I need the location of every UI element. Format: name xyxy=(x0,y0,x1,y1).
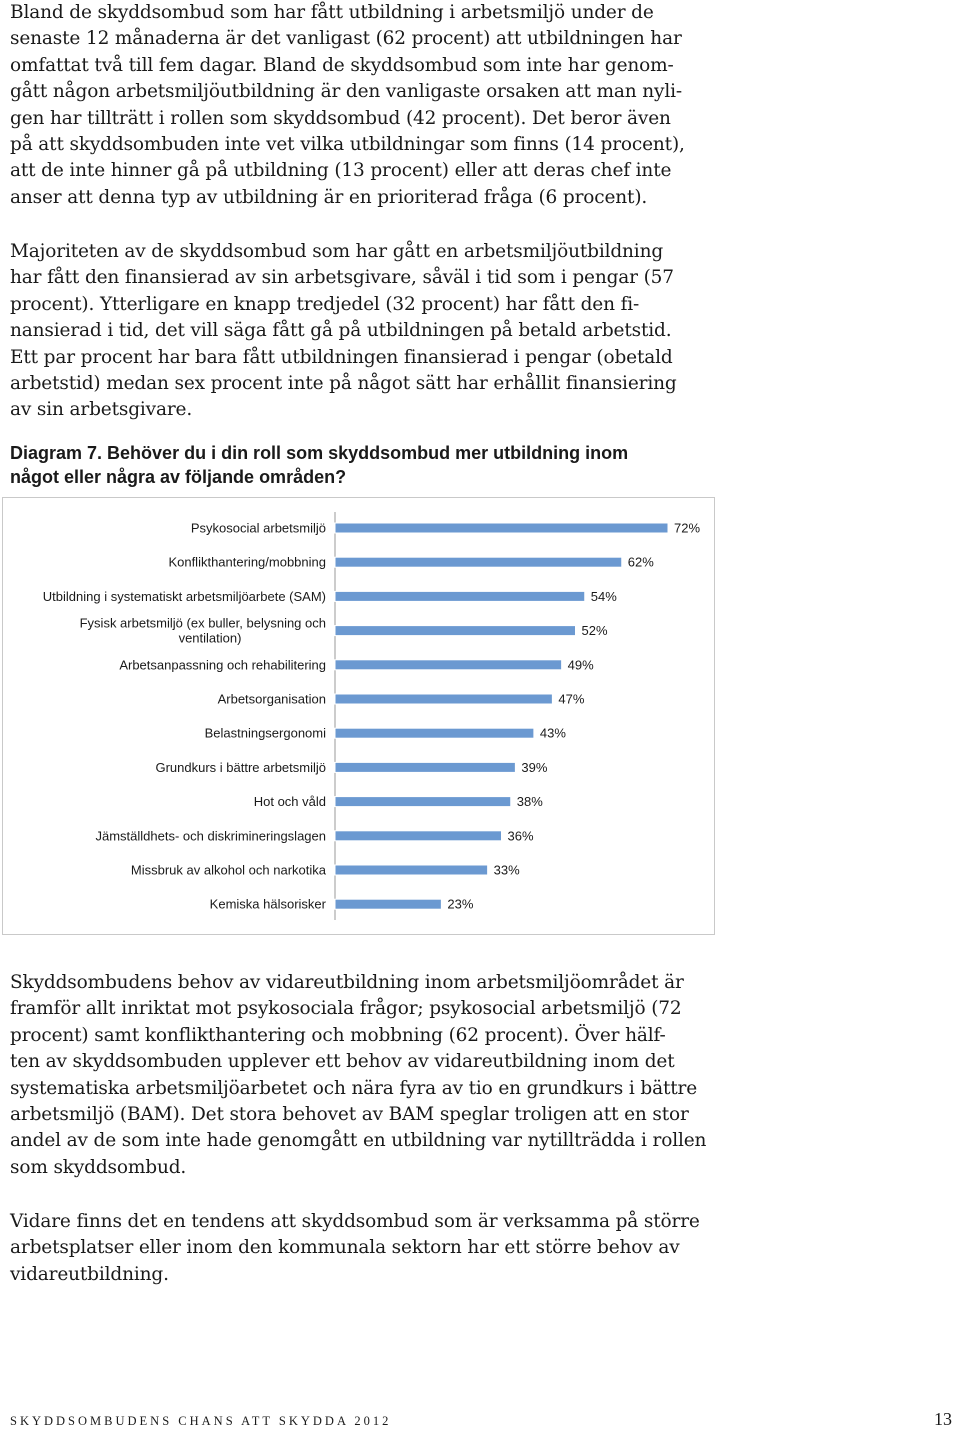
paragraph-financing xyxy=(10,239,730,424)
text-line: vidareutbildning. xyxy=(10,1263,169,1285)
data-label-4: 49% xyxy=(567,657,594,673)
category-label-0: Psykosocial arbetsmiljö xyxy=(190,520,326,536)
text-line: gått någon arbetsmiljöutbildning är den vanligaste orsaken att man nyli- xyxy=(10,81,682,103)
text-line: procent). Ytterligare en knapp tredjedel (32 procent) har fått den fi- xyxy=(10,293,640,315)
bar-3 xyxy=(335,626,576,636)
category-label-4: Arbetsanpassning och rehabilitering xyxy=(119,657,326,673)
bar-4 xyxy=(335,660,562,670)
caption-text-2: något eller några av följande områden? xyxy=(10,467,347,487)
page-number: 13 xyxy=(934,1409,952,1429)
bar-11 xyxy=(335,899,441,909)
paragraph-training-needs xyxy=(10,970,730,1181)
data-label-5: 47% xyxy=(558,691,585,707)
caption-line-1 xyxy=(10,441,710,465)
text-line: Bland de skyddsombud som har fått utbildning i arbetsmiljö under de xyxy=(10,2,654,23)
category-label-11: Kemiska hälsorisker xyxy=(209,896,326,912)
paragraph-training-reasons xyxy=(10,0,730,211)
bar-8 xyxy=(335,797,511,807)
bar-2 xyxy=(335,591,585,601)
category-label-7: Grundkurs i bättre arbetsmiljö xyxy=(155,759,326,775)
data-label-0: 72% xyxy=(674,520,701,536)
category-label-5: Arbetsorganisation xyxy=(217,691,326,707)
bar-7 xyxy=(335,762,515,772)
data-label-10: 33% xyxy=(493,862,520,878)
text-line: procent) samt konflikthantering och mobbning (62 procent). Över hälf- xyxy=(10,1024,666,1046)
data-label-11: 23% xyxy=(447,896,474,912)
data-label-2: 54% xyxy=(590,588,617,604)
text-line: senaste 12 månaderna är det vanligast (62 procent) att utbildningen har xyxy=(10,28,682,50)
text-line: att de inte hinner gå på utbildning (13 procent) eller att deras chef inte xyxy=(10,160,672,182)
text-line: Skyddsombudens behov av vidareutbildning inom arbetsmiljöområdet är xyxy=(10,972,684,993)
text-line: arbetsplatser eller inom den kommunala sektorn har ett större behov av xyxy=(10,1237,680,1259)
data-label-7: 39% xyxy=(521,759,548,775)
category-label-2: Utbildning i systematiskt arbetsmiljöarbete (SAM) xyxy=(42,588,326,604)
bar-1 xyxy=(335,557,622,567)
paragraph-tendency xyxy=(10,1209,730,1288)
category-label-10: Missbruk av alkohol och narkotika xyxy=(130,862,326,878)
data-label-8: 38% xyxy=(516,794,543,810)
diagram-caption xyxy=(10,441,710,489)
chart-svg xyxy=(3,498,714,934)
data-label-6: 43% xyxy=(539,725,566,741)
text-line: nansierad i tid, det vill säga fått gå på utbildningen på betald arbetstid. xyxy=(10,320,672,342)
bar-0 xyxy=(335,523,668,533)
category-label-3-line-1: ventilation) xyxy=(178,630,242,646)
text-line: anser att denna typ av utbildning är en prioriterad fråga (6 procent). xyxy=(10,186,648,208)
text-line: arbetsmiljö (BAM). Det stora behovet av BAM speglar troligen att en stor xyxy=(10,1104,689,1126)
text-line: andel av de som inte hade genomgått en utbildning var nytillträdda i rollen xyxy=(10,1130,707,1152)
text-line: Majoriteten av de skyddsombud som har gått en arbetsmiljöutbildning xyxy=(10,241,664,262)
category-label-3-line-0: Fysisk arbetsmiljö (ex buller, belysning och xyxy=(79,615,326,631)
text-line: Vidare finns det en tendens att skyddsombud som är verksamma på större xyxy=(10,1211,700,1232)
bar-10 xyxy=(335,865,488,875)
data-label-1: 62% xyxy=(627,554,654,570)
text-line: framför allt inriktat mot psykosociala frågor; psykosocial arbetsmiljö (72 xyxy=(10,998,682,1020)
text-line: på att skyddsombuden inte vet vilka utbildningar som finns (14 procent), xyxy=(10,134,685,156)
category-label-8: Hot och våld xyxy=(253,794,326,810)
bar-5 xyxy=(335,694,552,704)
data-label-3: 52% xyxy=(581,623,608,639)
text-line: omfattat två till fem dagar. Bland de skyddsombud som inte har genom- xyxy=(10,54,674,76)
category-label-1: Konflikthantering/mobbning xyxy=(168,554,326,570)
text-line: har fått den finansierad av sin arbetsgivare, såväl i tid som i pengar (57 xyxy=(10,267,674,289)
bar-6 xyxy=(335,728,534,738)
running-footer: SKYDDSOMBUDENS CHANS ATT SKYDDA 2012 xyxy=(10,1414,392,1428)
text-line: arbetstid) medan sex procent inte på något sätt har erhållit finansiering xyxy=(10,373,677,395)
category-label-9: Jämställdhets- och diskrimineringslagen xyxy=(95,828,326,844)
bar-9 xyxy=(335,831,502,841)
text-line: som skyddsombud. xyxy=(10,1156,187,1178)
caption-label: Diagram 7. xyxy=(10,443,103,463)
caption-line-2 xyxy=(10,465,710,489)
data-label-9: 36% xyxy=(507,828,534,844)
text-line: av sin arbetsgivare. xyxy=(10,399,193,421)
text-line: Ett par procent har bara fått utbildningen finansierad i pengar (obetald xyxy=(10,346,673,368)
text-line: systematiska arbetsmiljöarbetet och nära fyra av tio en grundkurs i bättre xyxy=(10,1077,698,1099)
category-label-6: Belastningsergonomi xyxy=(204,725,326,741)
text-line: ten av skyddsombuden upplever ett behov av vidareutbildning inom det xyxy=(10,1051,675,1073)
text-line: gen har tillträtt i rollen som skyddsombud (42 procent). Det beror även xyxy=(10,107,671,129)
caption-text: Behöver du i din roll som skyddsombud mer utbildning inom xyxy=(102,443,629,463)
bar-chart xyxy=(2,497,715,935)
